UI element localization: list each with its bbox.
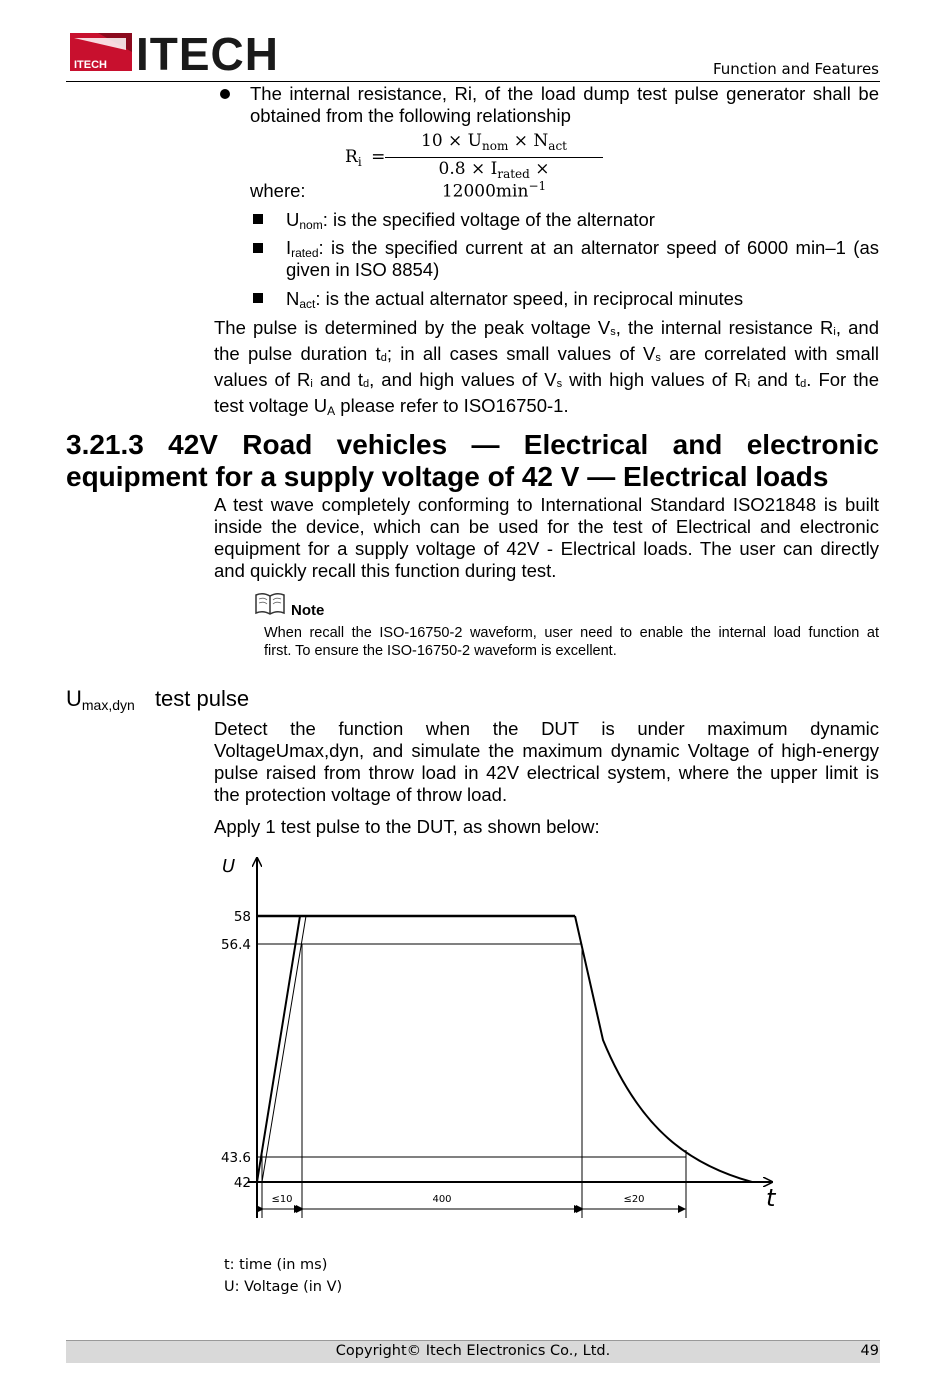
y-tick-label-43-6: 43.6 <box>220 1150 251 1166</box>
bullet-ri-text: The internal resistance, Ri, of the load dump test pulse generator shall be obtained from the following relationship <box>250 83 879 126</box>
y-tick-label-56-4: 56.4 <box>220 937 251 953</box>
x-axis-label: t <box>766 1184 776 1212</box>
apply-text: Apply 1 test pulse to the DUT, as shown below: <box>214 816 600 837</box>
section-paragraph: A test wave completely conforming to International Standard ISO21848 is built inside the device, which can be used for the test of Electrical and electronic equipment for a supply voltage of 42V - Electrical loads. The user can directly and quickly recall this function during test. <box>214 494 879 581</box>
nact-item: $N_{act}$: is the actual alternator speed, in reciprocal minutes <box>286 288 744 311</box>
segment-label-3: ≤20 <box>623 1194 645 1205</box>
footer-copyright: Copyright© Itech Electronics Co., Ltd. <box>335 1343 611 1359</box>
formula-numerator: $10 \times U_{nom} \times N_{act}$ <box>421 131 567 153</box>
pulse-fall <box>575 916 752 1182</box>
note-label: Note <box>291 602 325 619</box>
segment-label-1: ≤10 <box>271 1194 293 1205</box>
formula-lhs: $R_i$ = <box>345 147 386 169</box>
pulse-paragraph: The pulse is determined by the peak voltage Vs, the internal resistance Ri, and the pulse duration td; in all cases small values of Vs are correlated with small values of Ri and td, and high values of Vs with high values of Ri and td. For the test voltage $U_A$ please refer to ISO16750-1. <box>214 317 879 418</box>
rise-envelope <box>262 916 306 1182</box>
footer-page-number: 49 <box>860 1343 879 1359</box>
logo-wordmark: ITECH <box>136 30 279 74</box>
note-text: When recall the ISO-16750-2 waveform, user need to enable the internal load function at first. To ensure the ISO-16750-2 waveform is excellent. <box>264 625 879 659</box>
header-section-title: Function and Features <box>712 60 879 78</box>
logo-badge-text: ITECH <box>74 59 107 71</box>
irated-item: $I_{rated}$: is the specified current at an alternator speed of 6000 min–1 (as given in ISO 8854) <box>286 237 879 280</box>
test-pulse-heading: Umax,dyn test pulse <box>66 686 250 713</box>
y-tick-label-58: 58 <box>233 909 251 925</box>
caption-time: t: time (in ms) <box>224 1257 328 1273</box>
y-axis-label: U <box>222 856 236 877</box>
where-label: where: <box>250 180 306 201</box>
pulse-rise <box>257 916 306 1182</box>
segment-label-2: 400 <box>432 1194 452 1205</box>
unom-item: $U_{nom}$: is the specified voltage of the alternator <box>286 209 655 232</box>
caption-voltage: U: Voltage (in V) <box>224 1279 343 1295</box>
y-tick-label-42: 42 <box>233 1175 251 1191</box>
test-pulse-description: Detect the function when the DUT is under maximum dynamic VoltageUmax,dyn, and simulate the maximum dynamic Voltage of high-energy pulse raised from throw load in 42V electrical system, where the upper limit is the protection voltage of throw load. <box>214 718 879 805</box>
formula-denominator: $0.8 \times I_{rated} \times 12000\min^{-1}$ <box>438 159 550 202</box>
section-heading: 3.21.3 42V Road vehicles — Electrical and electronic equipment for a supply voltage of 42 V — Electrical loads <box>66 429 879 492</box>
